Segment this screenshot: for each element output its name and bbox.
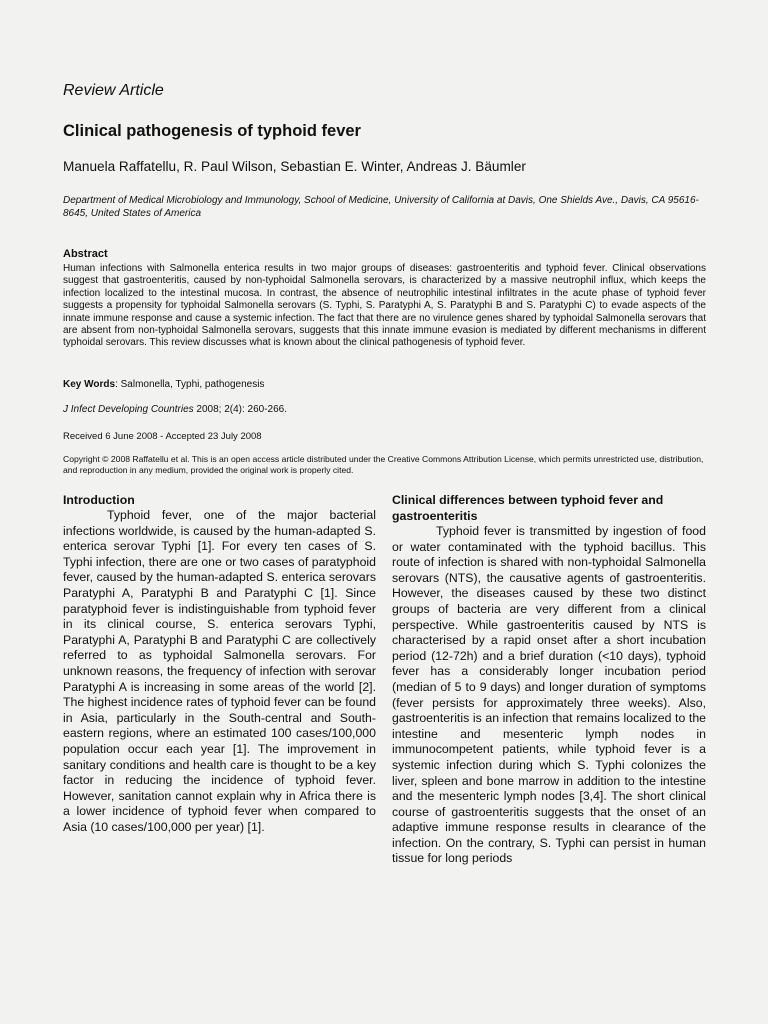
paper-title: Clinical pathogenesis of typhoid fever xyxy=(63,122,361,140)
keywords-value: : Salmonella, Typhi, pathogenesis xyxy=(115,379,265,390)
keywords-line xyxy=(63,379,264,390)
journal-name: J Infect Developing Countries xyxy=(63,404,194,415)
article-type-label: Review Article xyxy=(63,82,164,99)
affiliation: Department of Medical Microbiology and Immunology, School of Medicine, University of California at Davis, One Shields Ave., Davis, CA 95616-8645, United States of America xyxy=(63,195,699,219)
citation-line xyxy=(63,404,287,415)
abstract-text: Human infections with Salmonella enterica results in two major groups of diseases: gastroenteritis and typhoid fever. Clinical observations suggest that gastroenteritis, caused by non-typhoidal Salmonella serovars, is characterized by a massive neutrophil influx, which keeps the infection localized to the intestinal mucosa. In contrast, the absence of neutrophilic intestinal infiltrates in the acute phase of typhoid fever suggests a propensity for typhoidal Salmonella serovars (S. Typhi, S. Paratyphi A, S. Paratyphi B and S. Paratyphi C) to evade aspects of the innate immune response and cause a systemic infection. The fact that there are no virulence genes shared by typhoidal Salmonella serovars that are absent from non-typhoidal Salmonella serovars, suggests that this innate immune evasion is mediated by different mechanisms in different typhoidal serovars. This review discusses what is known about the clinical pathogenesis of typhoid fever. xyxy=(63,263,706,349)
introduction-heading: Introduction xyxy=(63,493,135,507)
abstract-heading: Abstract xyxy=(63,248,108,260)
author-list: Manuela Raffatellu, R. Paul Wilson, Sebastian E. Winter, Andreas J. Bäumler xyxy=(63,159,526,174)
clinical-differences-text: Typhoid fever is transmitted by ingestion of food or water contaminated with the typhoid bacillus. This route of infection is shared with non-typhoidal Salmonella serovars (NTS), the causative agents of gastroenteritis. However, the diseases caused by these two distinct groups of bacteria are very different from a clinical perspective. While gastroenteritis caused by NTS is characterised by a rapid onset after a short incubation period (12-72h) and a brief duration (<10 days), typhoid fever has a considerably longer incubation period (median of 5 to 9 days) and longer duration of symptoms (fever persists for approximately three weeks). Also, gastroenteritis is an infection that remains localized to the intestine and mesenteric lymph nodes in immunocompetent patients, while typhoid fever is a systemic infection during which S. Typhi colonizes the liver, spleen and bone marrow in addition to the intestine and the mesenteric lymph nodes [3,4]. The short clinical course of gastroenteritis suggests that the onset of an adaptive immune response results in clearance of the infection. On the contrary, S. Typhi can persist in human tissue for long periods xyxy=(392,524,706,866)
keywords-label: Key Words xyxy=(63,379,116,390)
received-dates: Received 6 June 2008 - Accepted 23 July 2008 xyxy=(63,431,262,442)
introduction-text: Typhoid fever, one of the major bacterial infections worldwide, is caused by the human-adapted S. enterica serovar Typhi [1]. For every ten cases of S. Typhi infection, there are one or two cases of paratyphoid fever, caused by the human-adapted S. enterica serovars Paratyphi A, Paratyphi B and Paratyphi C [1]. Since paratyphoid fever is indistinguishable from typhoid fever in its clinical course, S. enterica serovars Typhi, Paratyphi A, Paratyphi B and Paratyphi C are collectively referred to as typhoidal Salmonella serovars. For unknown reasons, the frequency of infection with serovar Paratyphi A is increasing in some areas of the world [2]. The highest incidence rates of typhoid fever can be found in Asia, particularly in the South-central and South-eastern regions, where an estimated 100 cases/100,000 population occur each year [1]. The improvement in sanitary conditions and health care is thought to be a key factor in reducing the incidence of typhoid fever. However, sanitation cannot explain why in Africa there is a lower incidence of typhoid fever when compared to Asia (10 cases/100,000 per year) [1]. xyxy=(63,508,376,834)
clinical-differences-heading: Clinical differences between typhoid fever and gastroenteritis xyxy=(392,493,664,523)
right-column xyxy=(392,492,706,867)
left-column xyxy=(63,492,376,835)
citation-details: 2008; 2(4): 260-266. xyxy=(193,404,288,415)
copyright-notice: Copyright © 2008 Raffatellu et al. This is an open access article distributed under the Creative Commons Attribution License, which permits unrestricted use, distribution, and reproduction in any medium, provided the original work is properly cited. xyxy=(63,454,704,475)
